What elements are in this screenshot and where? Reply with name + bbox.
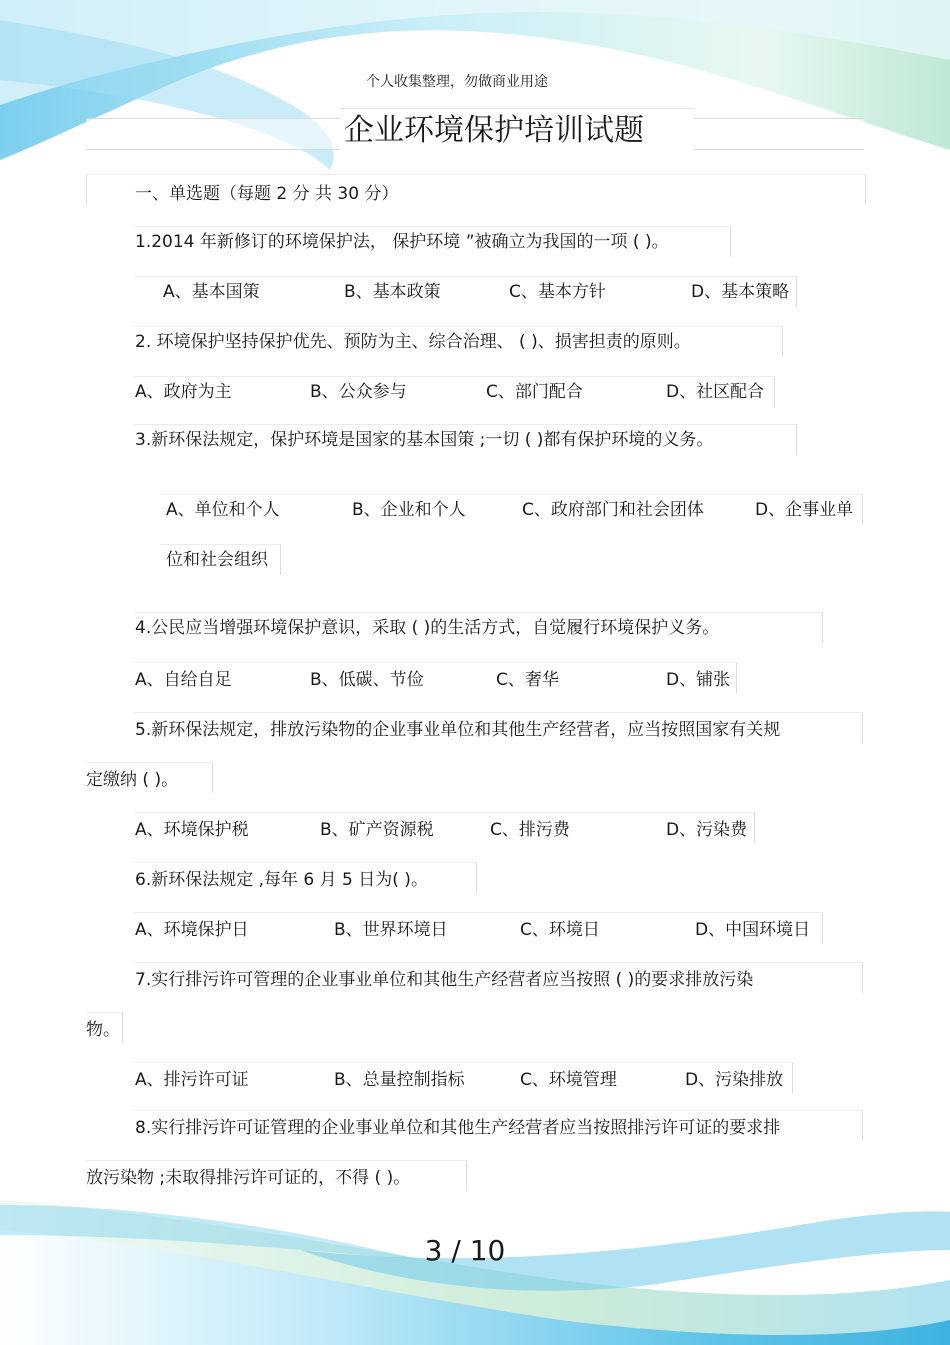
question-1-option-b: B、基本政策 [344,282,441,302]
question-6-text: 6.新环保法规定 ,每年 6 月 5 日为( )。 [135,870,428,890]
page-title: 企业环境保护培训试题 [344,113,644,148]
question-2-option-a: A、政府为主 [135,382,232,402]
question-1-text: 1.2014 年新修订的环境保护法， 保护环境 ”被确立为我国的一项 ( )。 [135,232,669,252]
question-4-option-b: B、低碳、节俭 [310,670,424,690]
question-2-option-b: B、公众参与 [310,382,407,402]
question-7-option-b: B、总量控制指标 [334,1070,465,1090]
question-7-text-line-1: 7.实行排污许可管理的企业事业单位和其他生产经营者应当按照 ( )的要求排放污染 [135,970,754,990]
header-note: 个人收集整理，勿做商业用途 [366,74,548,90]
question-6-option-d: D、中国环境日 [695,920,811,940]
question-2-option-c: C、部门配合 [486,382,583,402]
question-5-option-d: D、污染费 [666,820,748,840]
question-7-text-line-2: 物。 [86,1020,120,1040]
question-6-option-a: A、环境保护日 [135,920,249,940]
question-7-option-d: D、污染排放 [685,1070,784,1090]
question-1-option-d: D、基本策略 [691,282,790,302]
question-4-option-c: C、奢华 [496,670,559,690]
question-3-option-d-continued: 位和社会组织 [166,550,268,570]
question-3-option-c: C、政府部门和社会团体 [522,500,704,520]
question-6-option-b: B、世界环境日 [334,920,448,940]
question-3-text: 3.新环保法规定，保护环境是国家的基本国策 ;一切 ( )都有保护环境的义务。 [135,430,714,450]
question-6-option-c: C、环境日 [520,920,600,940]
question-5-text-line-1: 5.新环保法规定，排放污染物的企业事业单位和其他生产经营者，应当按照国家有关规 [135,720,781,740]
question-4-option-d: D、铺张 [666,670,731,690]
question-2-text: 2. 环境保护坚持保护优先、预防为主、综合治理、 ( )、损害担责的原则。 [135,332,691,352]
question-1-option-c: C、基本方针 [509,282,606,302]
question-4-option-a: A、自给自足 [135,670,232,690]
question-3-option-a: A、单位和个人 [166,500,280,520]
section-heading: 一、单选题（每题 2 分 共 30 分） [135,184,399,204]
question-5-option-a: A、环境保护税 [135,820,249,840]
question-1-option-a: A、基本国策 [163,282,260,302]
question-4-text: 4.公民应当增强环境保护意识，采取 ( )的生活方式，自觉履行环境保护义务。 [135,618,720,638]
question-7-option-c: C、环境管理 [520,1070,617,1090]
question-7-option-a: A、排污许可证 [135,1070,249,1090]
question-5-text-line-2: 定缴纳 ( )。 [86,770,179,790]
question-5-option-b: B、矿产资源税 [320,820,434,840]
question-2-option-d: D、社区配合 [666,382,765,402]
question-8-text-line-1: 8.实行排污许可证管理的企业事业单位和其他生产经营者应当按照排污许可证的要求排 [135,1118,781,1138]
question-3-option-d: D、企事业单 [755,500,854,520]
page-number: 3 / 10 [424,1234,506,1267]
question-8-text-line-2: 放污染物 ;未取得排污许可证的，不得 ( )。 [86,1168,411,1188]
question-3-option-b: B、企业和个人 [352,500,466,520]
question-5-option-c: C、排污费 [490,820,570,840]
